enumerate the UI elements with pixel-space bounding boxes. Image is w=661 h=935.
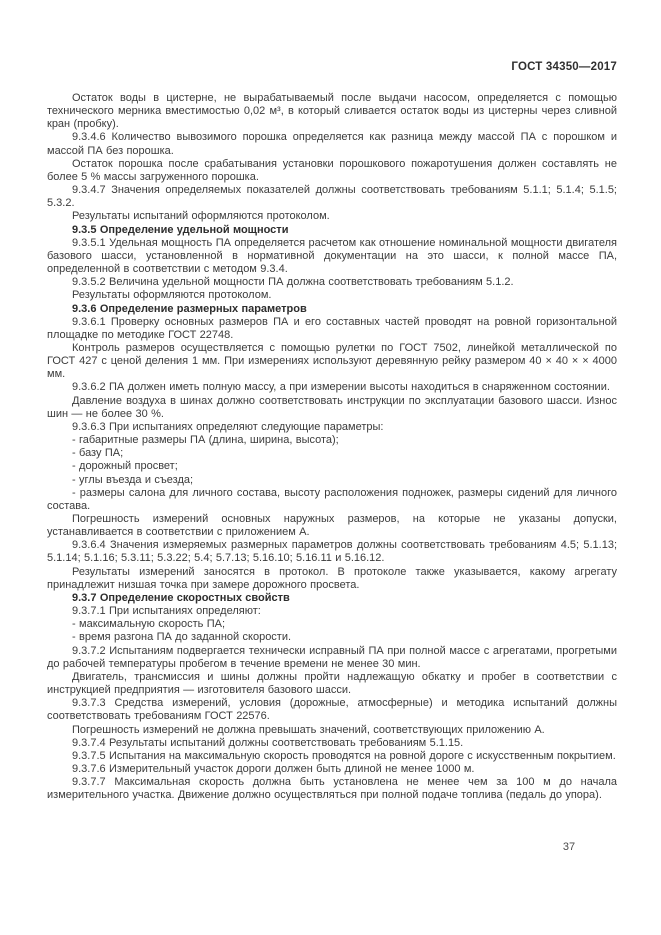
paragraph: 9.3.7.1 При испытаниях определяют: [72, 605, 261, 618]
paragraph: 9.3.7.3 Средства измерений, условия (дорожные, атмосферные) и методика испытаний должны соответствовать требованиям ГОСТ 22576. [47, 697, 617, 723]
paragraph: 9.3.6.4 Значения измеряемых размерных параметров должны соответствовать требованиям 4.5; 5.1.13; 5.1.14; 5.1.16; 5.3.11; 5.3.22; 5.4; 5.7.13; 5.16.10; 5.16.11 и 5.16.12. [47, 539, 617, 565]
section-heading: 9.3.6 Определение размерных параметров [72, 302, 307, 315]
paragraph: Остаток воды в цистерне, не вырабатываемый после выдачи насосом, определяется с помощью технического мерника вместимостью 0,02 м³, в который сливается остаток воды из цистерны через сливной кран (пробку). [47, 92, 617, 131]
paragraph: 9.3.6.3 При испытаниях определяют следующие параметры: [72, 420, 384, 433]
paragraph: Давление воздуха в шинах должно соответствовать инструкции по эксплуатации базового шасси. Износ шин — не более 30 %. [47, 394, 617, 420]
section-heading: 9.3.7 Определение скоростных свойств [72, 591, 290, 604]
paragraph: 9.3.5.1 Удельная мощность ПА определяется расчетом как отношение номинальной мощности двигателя базового шасси, установленной в нормативной документации на это шасси, к полной массе ПА, определенной в соответствии с методом 9.3.4. [47, 236, 617, 276]
paragraph: 9.3.5.2 Величина удельной мощности ПА должна соответствовать требованиям 5.1.2. [72, 276, 514, 289]
page-number: 37 [562, 841, 576, 853]
paragraph: Двигатель, трансмиссия и шины должны пройти надлежащую обкатку и пробег в соответствии с инструкцией предприятия — изготовителя базового шасси. [47, 670, 617, 697]
paragraph: Результаты измерений заносятся в протокол. В протоколе также указывается, какому агрегату принадлежит низшая точка при замере дорожного просвета. [47, 565, 617, 591]
paragraph: Погрешность измерений основных наружных размеров, на которые не указаны допуски, устанавливается в соответствии с приложением А. [47, 513, 617, 539]
paragraph: Погрешность измерений не должна превышать значений, соответствующих приложению А. [72, 723, 545, 736]
list-item: - время разгона ПА до заданной скорости. [72, 631, 292, 644]
list-item: - дорожный просвет; [72, 460, 178, 473]
list-item: - габаритные размеры ПА (длина, ширина, высота); [72, 434, 339, 447]
paragraph: 9.3.6.1 Проверку основных размеров ПА и его составных частей проводят на ровной горизонтальной площадке по методике ГОСТ 22748. [47, 315, 617, 341]
paragraph: Результаты оформляются протоколом. [72, 289, 272, 302]
paragraph: Результаты испытаний оформляются протоколом. [72, 210, 330, 223]
paragraph: 9.3.4.7 Значения определяемых показателей должны соответствовать требованиям 5.1.1; 5.1.4; 5.1.5; 5.3.2. [47, 184, 617, 210]
list-item: - углы въезда и съезда; [72, 473, 194, 486]
paragraph: 9.3.7.7 Максимальная скорость должна быть установлена не менее чем за 100 м до начала измерительного участка. Движение должно осуществляться при полной подаче топлива (педаль до упора). [47, 776, 617, 802]
paragraph: 9.3.7.2 Испытаниям подвергается технически исправный ПА при полной массе с агрегатами, прогретыми до рабочей температуры пробегом в течение времени не менее 30 мин. [47, 644, 617, 670]
paragraph: Контроль размеров осуществляется с помощью рулетки по ГОСТ 7502, линейкой металлической по ГОСТ 427 с ценой деления 1 мм. При измерениях используют деревянную рейку размером 40 × 40 × × 4000 мм. [47, 341, 617, 381]
list-item: - размеры салона для личного состава, высоту расположения подножек, размеры сидений для личного состава. [47, 486, 617, 512]
document-title: ГОСТ 34350—2017 [511, 61, 617, 73]
paragraph: 9.3.6.2 ПА должен иметь полную массу, а при измерении высоты находиться в снаряженном состоянии. [72, 381, 610, 394]
section-heading: 9.3.5 Определение удельной мощности [72, 223, 289, 236]
paragraph: 9.3.7.6 Измерительный участок дороги должен быть длиной не менее 1000 м. [72, 762, 475, 775]
document-body [47, 92, 617, 802]
paragraph: 9.3.4.6 Количество вывозимого порошка определяется как разница между массой ПА с порошком и массой ПА без порошка. [47, 131, 617, 157]
list-item: - базу ПА; [72, 447, 124, 460]
list-item: - максимальную скорость ПА; [72, 618, 226, 631]
paragraph: Остаток порошка после срабатывания установки порошкового пожаротушения должен составлять не более 5 % массы загруженного порошка. [47, 157, 617, 183]
paragraph: 9.3.7.5 Испытания на максимальную скорость проводятся на ровной дороге с искусственным покрытием. [72, 749, 616, 762]
paragraph: 9.3.7.4 Результаты испытаний должны соответствовать требованиям 5.1.15. [72, 736, 464, 749]
